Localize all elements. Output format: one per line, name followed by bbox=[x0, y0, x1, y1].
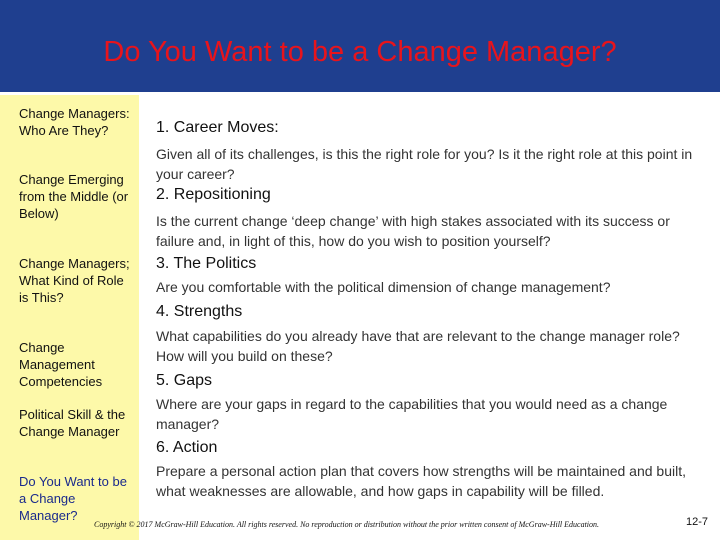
sidebar-item-want-to-be[interactable]: Do You Want to be a Change Manager? bbox=[19, 474, 127, 523]
sidebar bbox=[0, 95, 139, 540]
section-heading: 3. The Politics bbox=[156, 255, 257, 272]
title-bar bbox=[0, 0, 720, 92]
copyright-notice: Copyright © 2017 McGraw-Hill Education. All rights reserved. No reproduction or distribution without the prior written consent of McGraw-Hill Education. bbox=[94, 520, 600, 529]
section-career-moves bbox=[156, 118, 701, 184]
section-heading: 5. Gaps bbox=[156, 372, 213, 389]
page-number: 12-7 bbox=[686, 516, 709, 528]
sidebar-item-competencies[interactable]: Change Management Competencies bbox=[19, 340, 103, 389]
section-text: Is the current change ‘deep change’ with high stakes associated with its success or failure and, in light of this, how do you wish to position yourself? bbox=[156, 213, 670, 249]
section-text: What capabilities do you already have that are relevant to the change manager role? How will you build on these? bbox=[156, 328, 680, 364]
section-repositioning bbox=[156, 185, 701, 251]
sidebar-item-kind-of-role[interactable]: Change Managers; What Kind of Role is This? bbox=[19, 256, 130, 305]
section-heading: 6. Action bbox=[156, 439, 218, 456]
section-heading: 1. Career Moves: bbox=[156, 119, 279, 136]
section-heading: 2. Repositioning bbox=[156, 186, 271, 203]
section-strengths bbox=[156, 302, 701, 366]
section-text: Where are your gaps in regard to the capabilities that you would need as a change manager? bbox=[156, 396, 668, 432]
section-text: Are you comfortable with the political dimension of change management? bbox=[156, 279, 611, 295]
section-text: Prepare a personal action plan that covers how strengths will be maintained and built, what weaknesses are allowable, and how gaps in capability will be filled. bbox=[156, 463, 686, 499]
slide-title: Do You Want to be a Change Manager? bbox=[103, 36, 617, 68]
section-politics bbox=[156, 254, 701, 297]
section-gaps bbox=[156, 371, 701, 434]
sidebar-item-change-from-middle[interactable]: Change Emerging from the Middle (or Below) bbox=[19, 172, 129, 221]
section-text: Given all of its challenges, is this the right role for you? Is it the right role at this point in your career? bbox=[156, 146, 693, 182]
sidebar-item-who-are-they[interactable]: Change Managers: Who Are They? bbox=[19, 106, 130, 138]
section-heading: 4. Strengths bbox=[156, 303, 243, 320]
section-action bbox=[156, 438, 701, 501]
sidebar-item-political-skill[interactable]: Political Skill & the Change Manager bbox=[19, 407, 126, 439]
